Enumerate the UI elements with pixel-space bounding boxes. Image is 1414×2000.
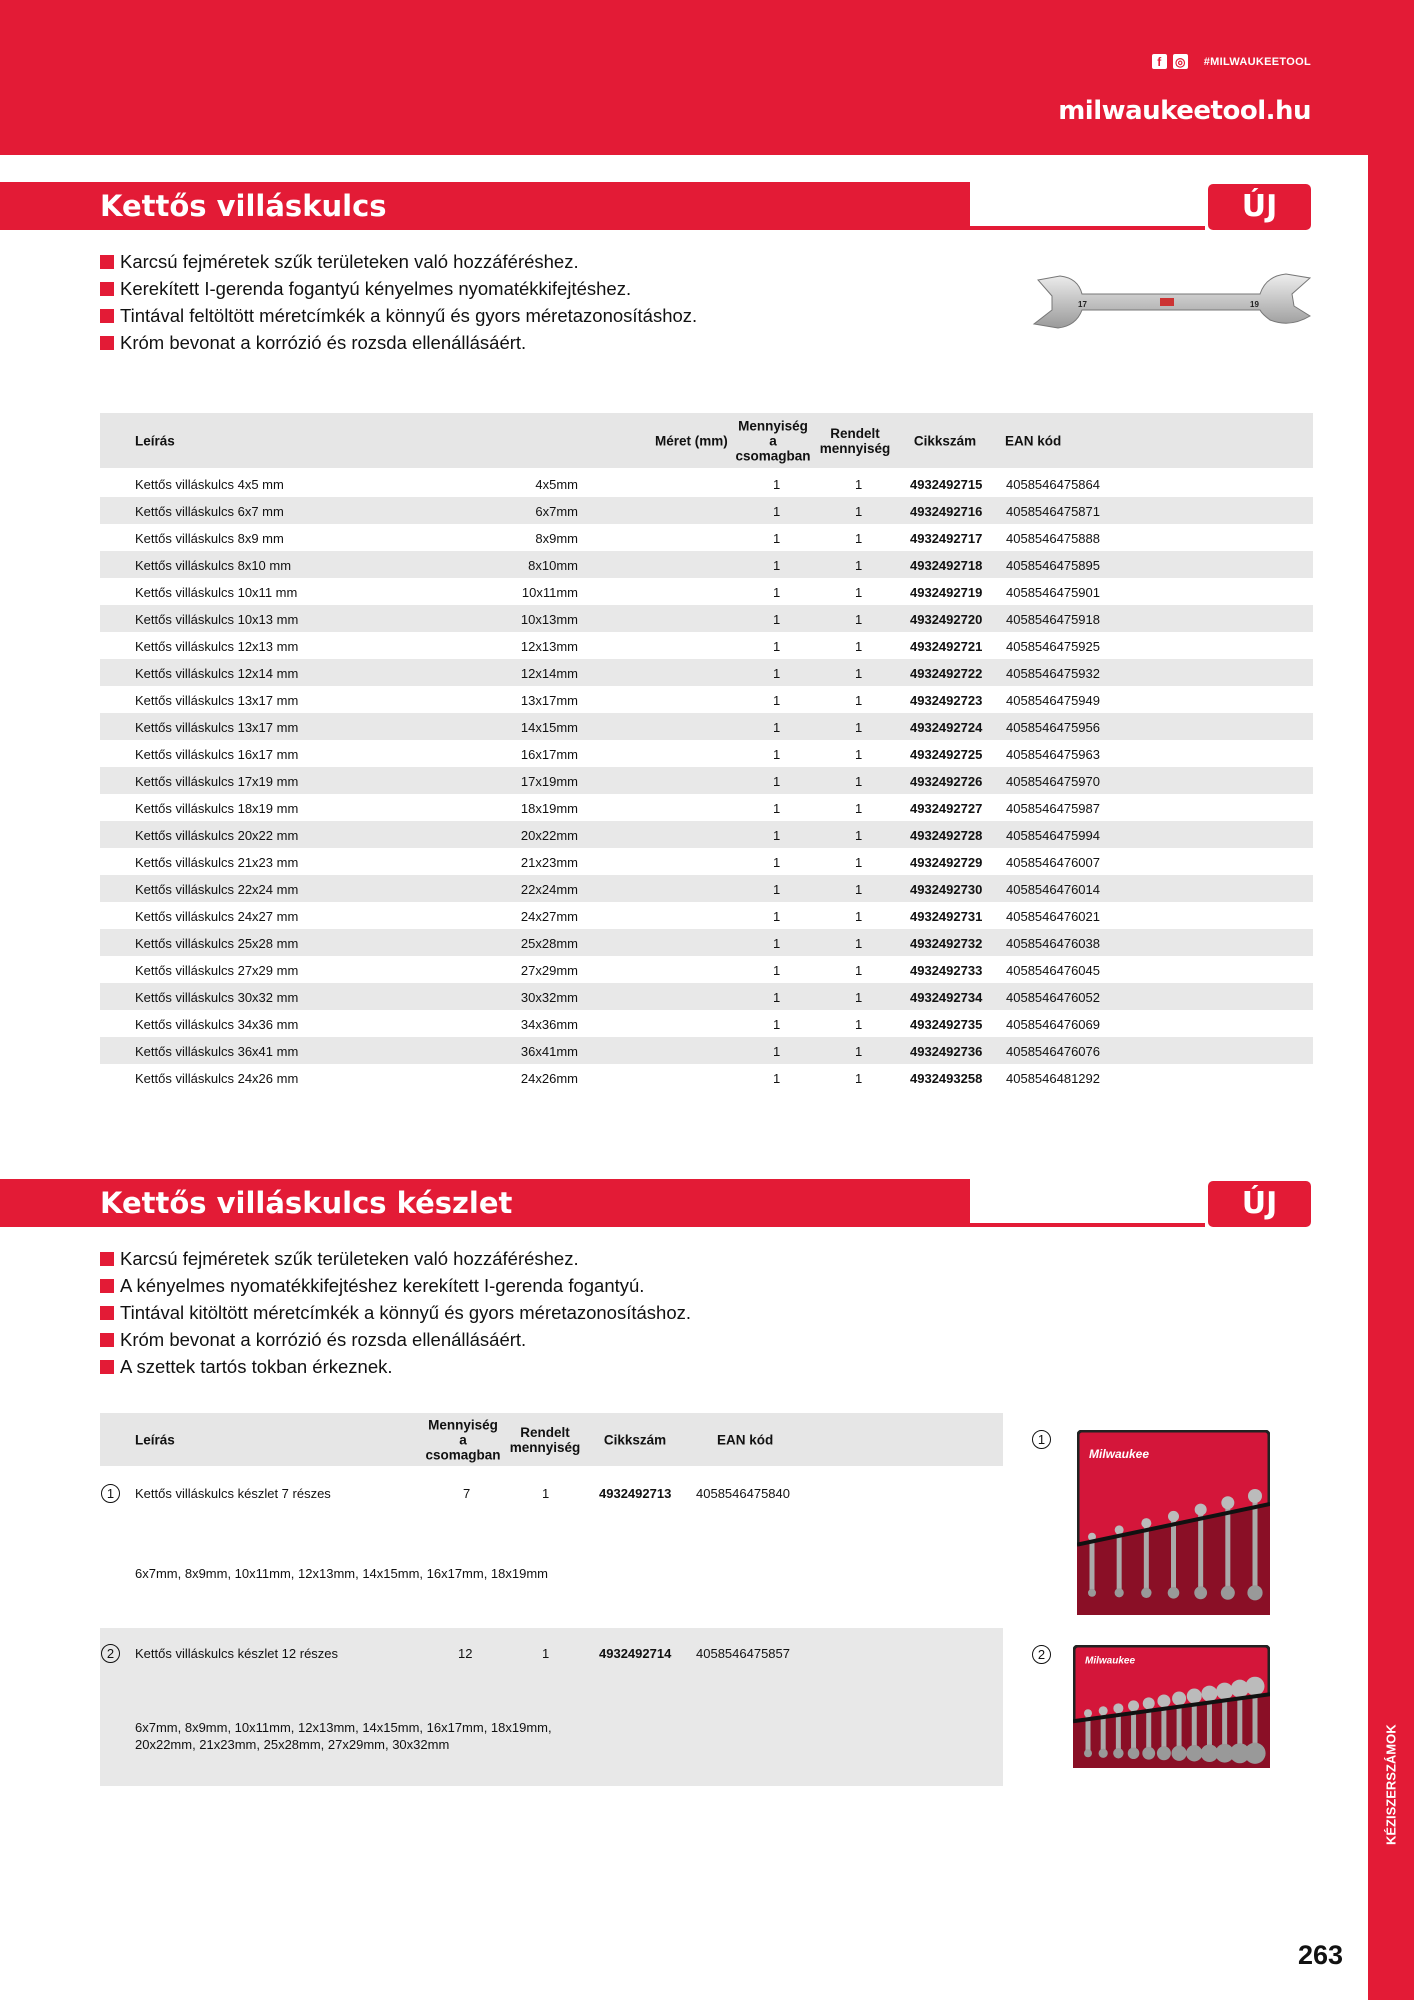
cell-size: 10x11mm	[521, 585, 578, 600]
cell-order-qty: 1	[855, 1044, 863, 1059]
wrench-set-pouch-image	[1073, 1645, 1270, 1768]
col-ean: EAN kód	[1005, 433, 1062, 448]
cell-description: Kettős villáskulcs 10x11 mm	[135, 585, 298, 600]
cell-pack-qty: 1	[773, 504, 781, 519]
cell-code: 4932492720	[910, 612, 983, 627]
cell-description: Kettős villáskulcs 24x27 mm	[135, 909, 299, 924]
cell-description: Kettős villáskulcs 17x19 mm	[135, 774, 299, 789]
cell-pack-qty: 7	[463, 1486, 471, 1501]
cell-ean: 4058546481292	[1006, 1071, 1100, 1086]
table-row	[100, 1468, 1003, 1628]
cell-code: 4932492728	[910, 828, 983, 843]
cell-description: Kettős villáskulcs 18x19 mm	[135, 801, 299, 816]
cell-code: 4932492733	[910, 963, 983, 978]
cell-ean: 4058546476076	[1006, 1044, 1100, 1059]
cell-description: Kettős villáskulcs 8x9 mm	[135, 531, 284, 546]
cell-ean: 4058546475871	[1006, 504, 1100, 519]
website-link[interactable]: milwaukeetool.hu	[1058, 96, 1311, 126]
hashtag: #MILWAUKEETOOL	[1203, 55, 1311, 68]
col-label: Rendelt	[520, 1424, 570, 1440]
instagram-icon[interactable]: ◎	[1173, 54, 1188, 69]
cell-size: 16x17mm	[520, 747, 578, 762]
wrench-image	[1030, 272, 1312, 332]
wrench-size-label: 17	[1078, 300, 1087, 309]
facebook-icon[interactable]: f	[1152, 54, 1167, 69]
cell-order-qty: 1	[855, 1017, 863, 1032]
cell-description: Kettős villáskulcs 6x7 mm	[135, 504, 284, 519]
cell-code: 4932492717	[910, 531, 983, 546]
cell-pack-qty: 1	[773, 747, 781, 762]
cell-ean: 4058546475994	[1006, 828, 1100, 843]
cell-ean: 4058546476038	[1006, 936, 1100, 951]
cell-description: Kettős villáskulcs 8x10 mm	[135, 558, 292, 573]
cell-pack-qty: 12	[458, 1646, 473, 1661]
cell-pack-qty: 1	[773, 477, 781, 492]
feature-item: Tintával kitöltött méretcímkék a könnyű és gyors méretazonosításhoz.	[100, 1299, 691, 1326]
cell-code: 4932492719	[910, 585, 983, 600]
cell-description: Kettős villáskulcs 30x32 mm	[135, 990, 299, 1005]
cell-size: 17x19mm	[520, 774, 578, 789]
table-row	[100, 605, 1313, 632]
col-order-qty	[815, 426, 895, 456]
cell-size: 34x36mm	[520, 1017, 578, 1032]
feature-item: Króm bevonat a korrózió és rozsda ellenállásáért.	[100, 1326, 691, 1353]
cell-code: 4932492723	[910, 693, 983, 708]
table-row	[100, 740, 1313, 767]
cell-description: Kettős villáskulcs 13x17 mm	[135, 720, 299, 735]
feature-item: Karcsú fejméretek szűk területeken való hozzáféréshez.	[100, 1245, 691, 1272]
table-row	[100, 929, 1313, 956]
cell-size: 21x23mm	[520, 855, 578, 870]
table-row	[100, 821, 1313, 848]
cell-code: 4932492725	[910, 747, 983, 762]
cell-size: 4x5mm	[535, 477, 578, 492]
cell-size: 8x9mm	[535, 531, 578, 546]
wrench-set-pouch-image	[1077, 1430, 1270, 1615]
cell-ean: 4058546475987	[1006, 801, 1100, 816]
col-label: mennyiség	[819, 440, 891, 456]
cell-code: 4932492730	[910, 882, 983, 897]
cell-ean: 4058546475918	[1006, 612, 1100, 627]
cell-order-qty: 1	[855, 531, 863, 546]
cell-pack-qty: 1	[773, 1071, 781, 1086]
feature-list	[100, 1245, 691, 1380]
cell-description: Kettős villáskulcs 12x14 mm	[135, 666, 299, 681]
feature-item: Tintával feltöltött méretcímkék a könnyű és gyors méretazonosításhoz.	[100, 302, 697, 329]
col-size: Méret (mm)	[655, 433, 728, 448]
cell-size: 24x27mm	[520, 909, 578, 924]
cell-code: 4932492721	[910, 639, 983, 654]
col-ean: EAN kód	[717, 1432, 774, 1447]
cell-ean: 4058546475963	[1006, 747, 1100, 762]
cell-size: 20x22mm	[520, 828, 578, 843]
cell-ean: 4058546476069	[1006, 1017, 1100, 1032]
table-body	[100, 1468, 1003, 1786]
col-label: Mennyiség a	[428, 1417, 498, 1447]
cell-code: 4932492724	[910, 720, 983, 735]
social-bar	[1152, 54, 1311, 69]
cell-order-qty: 1	[855, 612, 863, 627]
cell-code: 4932493258	[910, 1071, 983, 1086]
col-label: csomagban	[735, 448, 811, 463]
cell-order-qty: 1	[855, 720, 863, 735]
table-row	[100, 551, 1313, 578]
col-label: mennyiség	[509, 1439, 581, 1455]
cell-pack-qty: 1	[773, 909, 781, 924]
cell-ean: 4058546476052	[1006, 990, 1100, 1005]
svg-text:Milwaukee: Milwaukee	[1089, 1446, 1150, 1461]
table-row	[100, 1064, 1313, 1091]
table-row	[100, 848, 1313, 875]
cell-pack-qty: 1	[773, 990, 781, 1005]
cell-order-qty: 1	[542, 1486, 550, 1501]
cell-description: Kettős villáskulcs 10x13 mm	[135, 612, 299, 627]
cell-ean: 4058546475864	[1006, 477, 1100, 492]
col-pack-qty	[423, 1417, 503, 1462]
section-title: Kettős villáskulcs	[0, 182, 970, 230]
cell-ean: 4058546475888	[1006, 531, 1100, 546]
cell-order-qty: 1	[855, 666, 863, 681]
cell-description: Kettős villáskulcs 16x17 mm	[135, 747, 299, 762]
cell-order-qty: 1	[855, 855, 863, 870]
cell-size: 13x17mm	[520, 693, 578, 708]
cell-size: 8x10mm	[528, 558, 578, 573]
cell-pack-qty: 1	[773, 936, 781, 951]
cell-ean: 4058546476007	[1006, 855, 1100, 870]
cell-ean: 4058546475925	[1006, 639, 1100, 654]
cell-description: Kettős villáskulcs 21x23 mm	[135, 855, 299, 870]
table-row	[100, 686, 1313, 713]
cell-pack-qty: 1	[773, 963, 781, 978]
cell-order-qty: 1	[855, 477, 863, 492]
cell-description: Kettős villáskulcs 24x26 mm	[135, 1071, 299, 1086]
cell-description: Kettős villáskulcs 13x17 mm	[135, 693, 299, 708]
col-description: Leírás	[135, 433, 175, 448]
cell-order-qty: 1	[855, 585, 863, 600]
cell-order-qty: 1	[855, 936, 863, 951]
cell-ean: 4058546475970	[1006, 774, 1100, 789]
cell-size: 36x41mm	[520, 1044, 578, 1059]
table-row	[100, 497, 1313, 524]
cell-code: 4932492718	[910, 558, 983, 573]
cell-order-qty: 1	[855, 828, 863, 843]
cell-order-qty: 1	[542, 1646, 550, 1661]
wrench-size-label: 19	[1250, 300, 1259, 309]
cell-code: 4932492729	[910, 855, 983, 870]
image-number: 2	[1032, 1645, 1051, 1664]
cell-order-qty: 1	[855, 747, 863, 762]
new-badge: ÚJ	[1208, 1181, 1311, 1227]
cell-pack-qty: 1	[773, 531, 781, 546]
title-underline	[970, 1223, 1205, 1227]
col-label: csomagban	[425, 1447, 501, 1462]
table-row	[100, 794, 1313, 821]
product-table	[100, 413, 1313, 1091]
cell-code: 4932492722	[910, 666, 983, 681]
cell-size: 18x19mm	[520, 801, 578, 816]
feature-list	[100, 248, 697, 356]
cell-order-qty: 1	[855, 963, 863, 978]
cell-ean: 4058546476021	[1006, 909, 1100, 924]
table-row	[100, 713, 1313, 740]
section-title: Kettős villáskulcs készlet	[0, 1179, 970, 1227]
cell-pack-qty: 1	[773, 855, 781, 870]
cell-pack-qty: 1	[773, 882, 781, 897]
cell-pack-qty: 1	[773, 612, 781, 627]
cell-ean: 4058546475932	[1006, 666, 1100, 681]
cell-description: Kettős villáskulcs készlet 12 részes	[135, 1646, 339, 1661]
cell-code: 4932492731	[910, 909, 983, 924]
cell-size: 30x32mm	[520, 990, 578, 1005]
feature-item: Kerekített I-gerenda fogantyú kényelmes nyomatékkifejtéshez.	[100, 275, 697, 302]
cell-description: Kettős villáskulcs 4x5 mm	[135, 477, 284, 492]
cell-pack-qty: 1	[773, 828, 781, 843]
table-row	[100, 659, 1313, 686]
cell-ean: 4058546475949	[1006, 693, 1100, 708]
cell-description: Kettős villáskulcs készlet 7 részes	[135, 1486, 331, 1501]
cell-pack-qty: 1	[773, 693, 781, 708]
cell-ean: 4058546475956	[1006, 720, 1100, 735]
table-row	[100, 767, 1313, 794]
cell-size: 27x29mm	[520, 963, 578, 978]
cell-ean: 4058546475901	[1006, 585, 1100, 600]
table-row	[100, 524, 1313, 551]
svg-text:Milwaukee: Milwaukee	[1085, 1655, 1136, 1667]
cell-code: 4932492734	[910, 990, 983, 1005]
cell-description: Kettős villáskulcs 22x24 mm	[135, 882, 299, 897]
cell-size: 6x7mm	[535, 504, 578, 519]
feature-item: A kényelmes nyomatékkifejtéshez kerekített I-gerenda fogantyú.	[100, 1272, 691, 1299]
table-row	[100, 632, 1313, 659]
image-number: 1	[1032, 1430, 1051, 1449]
cell-description: Kettős villáskulcs 27x29 mm	[135, 963, 299, 978]
cell-pack-qty: 1	[773, 1044, 781, 1059]
cell-order-qty: 1	[855, 693, 863, 708]
cell-pack-qty: 1	[773, 801, 781, 816]
cell-size: 10x13mm	[520, 612, 578, 627]
col-label: Rendelt	[830, 425, 880, 441]
col-order-qty	[505, 1425, 585, 1455]
cell-pack-qty: 1	[773, 774, 781, 789]
cell-ean: 4058546475895	[1006, 558, 1100, 573]
cell-description: Kettős villáskulcs 34x36 mm	[135, 1017, 299, 1032]
cell-sizes: 6x7mm, 8x9mm, 10x11mm, 12x13mm, 14x15mm, 16x17mm, 18x19mm,	[135, 1720, 552, 1735]
table-row	[100, 956, 1313, 983]
table-row	[100, 470, 1313, 497]
cell-order-qty: 1	[855, 990, 863, 1005]
cell-pack-qty: 1	[773, 666, 781, 681]
cell-code: 4932492727	[910, 801, 983, 816]
row-number: 1	[101, 1484, 120, 1503]
cell-order-qty: 1	[855, 639, 863, 654]
col-description: Leírás	[135, 1432, 175, 1447]
cell-ean: 4058546476045	[1006, 963, 1100, 978]
cell-description: Kettős villáskulcs 25x28 mm	[135, 936, 299, 951]
set-table	[100, 1413, 1003, 1786]
cell-ean: 4058546476014	[1006, 882, 1100, 897]
cell-size: 12x14mm	[520, 666, 578, 681]
cell-size: 22x24mm	[520, 882, 578, 897]
cell-sizes: 20x22mm, 21x23mm, 25x28mm, 27x29mm, 30x32mm	[135, 1737, 450, 1752]
cell-size: 24x26mm	[520, 1071, 578, 1086]
table-row	[100, 1037, 1313, 1064]
cell-description: Kettős villáskulcs 12x13 mm	[135, 639, 299, 654]
cell-pack-qty: 1	[773, 585, 781, 600]
table-header	[100, 413, 1313, 468]
cell-pack-qty: 1	[773, 558, 781, 573]
cell-ean: 4058546475857	[696, 1646, 790, 1661]
table-row	[100, 875, 1313, 902]
cell-order-qty: 1	[855, 909, 863, 924]
col-pack-qty	[733, 418, 813, 463]
cell-order-qty: 1	[855, 882, 863, 897]
col-code: Cikkszám	[913, 433, 977, 448]
cell-order-qty: 1	[855, 504, 863, 519]
cell-pack-qty: 1	[773, 639, 781, 654]
cell-ean: 4058546475840	[696, 1486, 790, 1501]
table-row	[100, 1010, 1313, 1037]
cell-order-qty: 1	[855, 774, 863, 789]
table-header	[100, 1413, 1003, 1466]
cell-size: 14x15mm	[520, 720, 578, 735]
cell-sizes: 6x7mm, 8x9mm, 10x11mm, 12x13mm, 14x15mm, 16x17mm, 18x19mm	[135, 1566, 549, 1581]
new-badge: ÚJ	[1208, 184, 1311, 230]
cell-description: Kettős villáskulcs 20x22 mm	[135, 828, 299, 843]
table-row	[100, 902, 1313, 929]
cell-code: 4932492716	[910, 504, 983, 519]
cell-pack-qty: 1	[773, 720, 781, 735]
cell-order-qty: 1	[855, 801, 863, 816]
col-label: Mennyiség a	[738, 418, 808, 448]
cell-code: 4932492735	[910, 1017, 983, 1032]
cell-code: 4932492713	[599, 1486, 672, 1501]
cell-code: 4932492714	[599, 1646, 672, 1661]
feature-item: A szettek tartós tokban érkeznek.	[100, 1353, 691, 1380]
page-number: 263	[1298, 1940, 1344, 1970]
cell-code: 4932492726	[910, 774, 983, 789]
cell-code: 4932492732	[910, 936, 983, 951]
cell-pack-qty: 1	[773, 1017, 781, 1032]
feature-item: Króm bevonat a korrózió és rozsda ellenállásáért.	[100, 329, 697, 356]
cell-code: 4932492715	[910, 477, 983, 492]
category-label: KÉZISZERSZÁMOK	[1383, 1724, 1399, 1846]
cell-order-qty: 1	[855, 1071, 863, 1086]
title-underline	[970, 226, 1205, 230]
cell-order-qty: 1	[855, 558, 863, 573]
col-code: Cikkszám	[603, 1432, 667, 1447]
cell-size: 12x13mm	[520, 639, 578, 654]
cell-size: 25x28mm	[520, 936, 578, 951]
table-row	[100, 578, 1313, 605]
feature-item: Karcsú fejméretek szűk területeken való hozzáféréshez.	[100, 248, 697, 275]
row-number: 2	[101, 1644, 120, 1663]
table-row	[100, 1628, 1003, 1786]
cell-code: 4932492736	[910, 1044, 983, 1059]
table-row	[100, 983, 1313, 1010]
table-body	[100, 470, 1313, 1091]
cell-description: Kettős villáskulcs 36x41 mm	[135, 1044, 299, 1059]
